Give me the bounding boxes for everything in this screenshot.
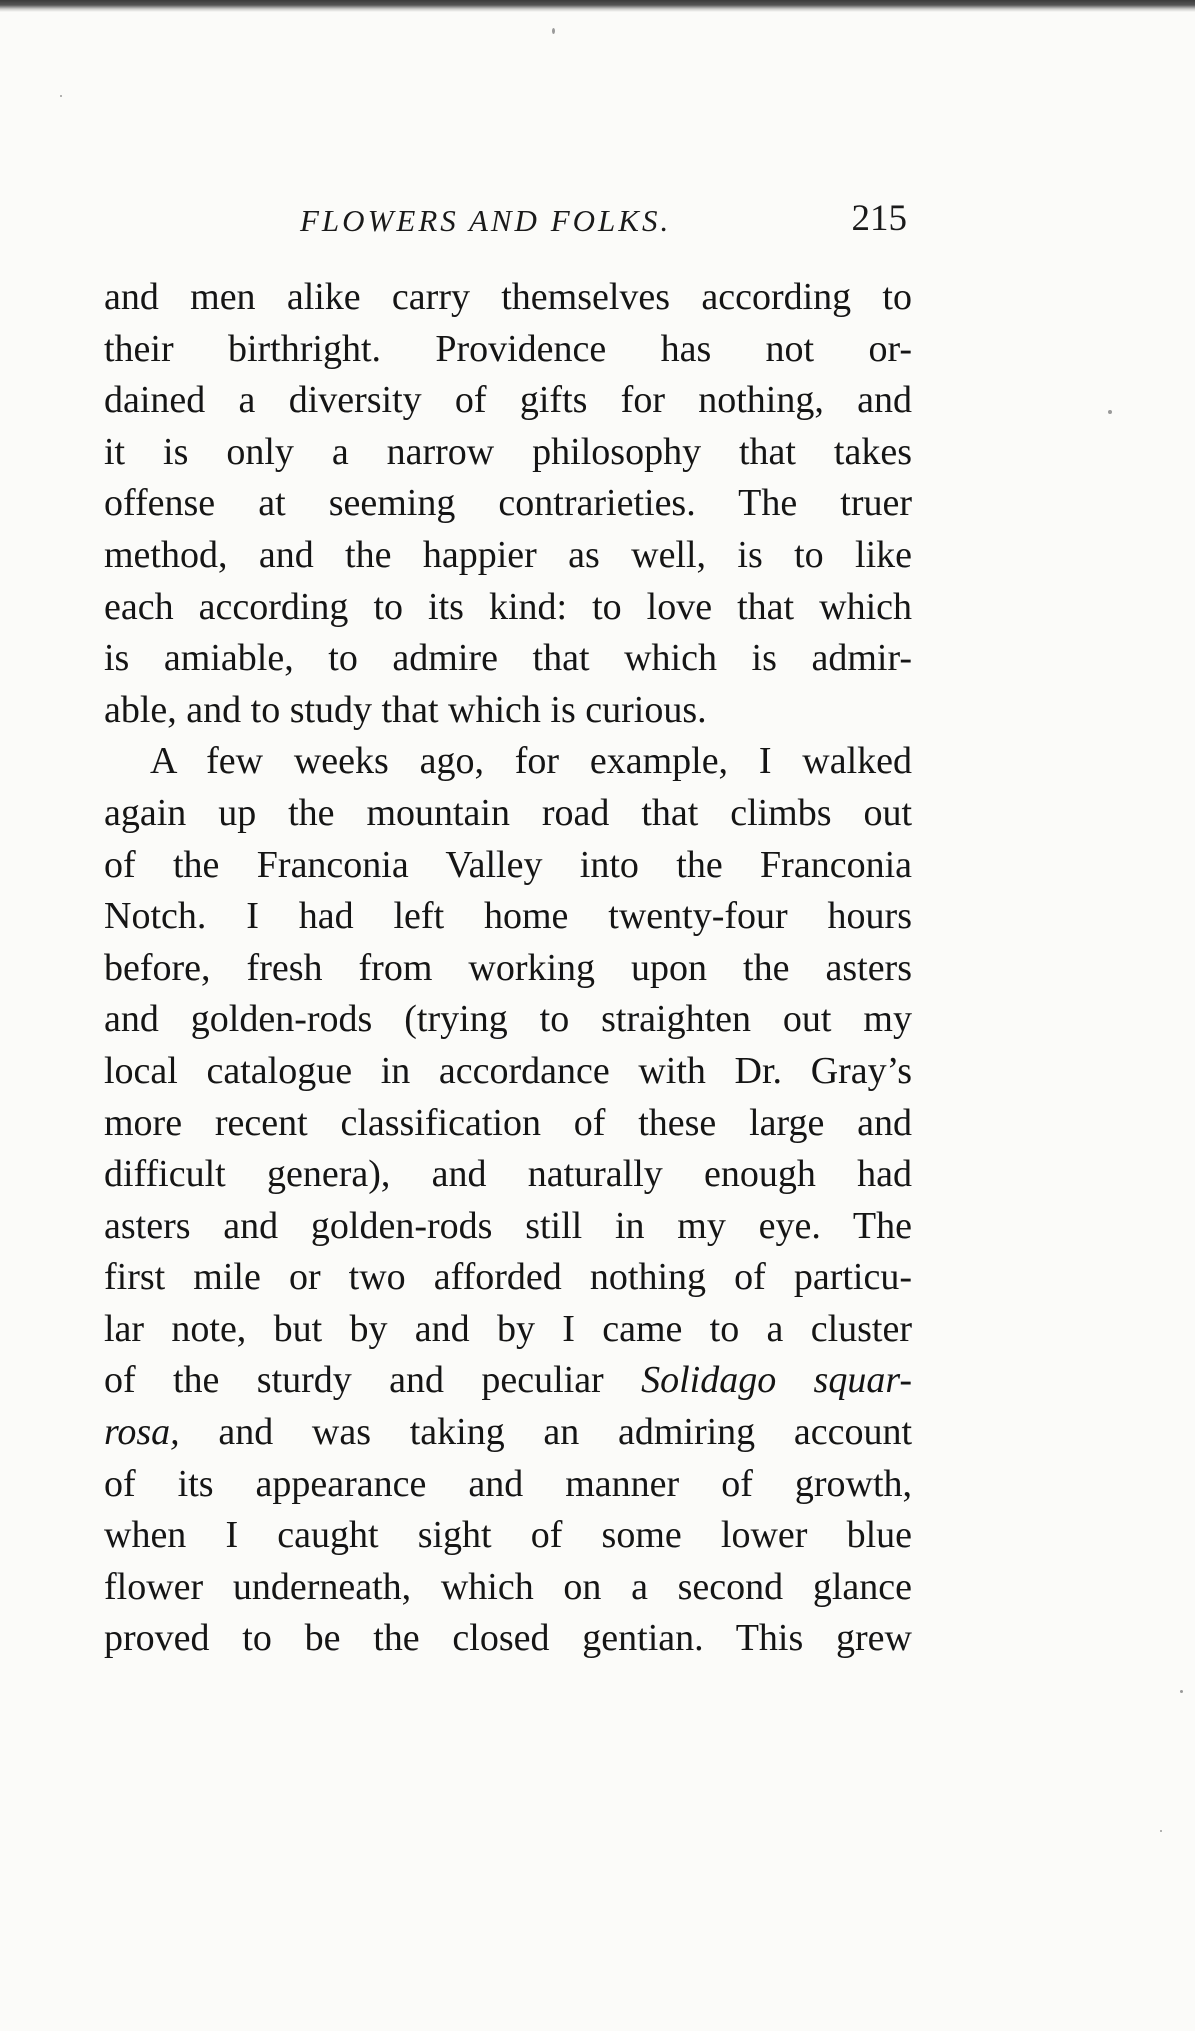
text-line-with-italic bbox=[104, 1407, 912, 1459]
text-line: dained a diversity of gifts for nothing, and bbox=[104, 379, 912, 422]
text-line: when I caught sight of some lower blue bbox=[104, 1514, 912, 1557]
print-speck bbox=[1180, 1690, 1183, 1693]
paragraph-2 bbox=[104, 736, 912, 1665]
text-line: local catalogue in accordance with Dr. Gray’s bbox=[104, 1049, 912, 1092]
text-line: able, and to study that which is curious. bbox=[104, 688, 707, 731]
text-line: difficult genera), and naturally enough had bbox=[104, 1153, 912, 1196]
text-line: and men alike carry themselves according to bbox=[104, 276, 912, 318]
text-line: before, fresh from working upon the asters bbox=[104, 946, 912, 989]
text-line: first mile or two afforded nothing of particu- bbox=[104, 1256, 912, 1299]
text-line: of its appearance and manner of growth, bbox=[104, 1462, 912, 1505]
text-line: A few weeks ago, for example, I walked bbox=[150, 740, 912, 783]
italic-species-name: Solidago squar- bbox=[641, 1359, 913, 1402]
italic-species-name: rosa, bbox=[104, 1411, 180, 1454]
text-line: is amiable, to admire that which is admir- bbox=[104, 637, 912, 680]
text-line: of the Franconia Valley into the Franconia bbox=[104, 843, 912, 886]
text-line: more recent classification of these large and bbox=[104, 1101, 912, 1144]
print-speck bbox=[1108, 410, 1112, 414]
text-fragment: and was taking an admiring account bbox=[218, 1411, 912, 1454]
running-head bbox=[100, 197, 912, 257]
text-line: lar note, but by and by I came to a cluster bbox=[104, 1307, 912, 1350]
text-line: it is only a narrow philosophy that takes bbox=[104, 430, 912, 473]
text-fragment: of the sturdy and peculiar bbox=[104, 1359, 604, 1402]
text-line: method, and the happier as well, is to like bbox=[104, 533, 912, 576]
text-line: their birthright. Providence has not or- bbox=[104, 327, 912, 370]
text-line: and golden-rods (trying to straighten out my bbox=[104, 998, 912, 1041]
text-line: Notch. I had left home twenty-four hours bbox=[104, 895, 912, 938]
page-top-edge bbox=[0, 0, 1195, 12]
running-title: FLOWERS AND FOLKS. bbox=[300, 203, 672, 238]
body-text bbox=[104, 272, 912, 1665]
text-line: flower underneath, which on a second glance bbox=[104, 1565, 912, 1608]
paragraph-1 bbox=[104, 272, 912, 736]
text-line: asters and golden-rods still in my eye. The bbox=[104, 1204, 912, 1247]
text-line: proved to be the closed gentian. This grew bbox=[104, 1617, 912, 1660]
page-number: 215 bbox=[851, 198, 907, 239]
text-line: again up the mountain road that climbs out bbox=[104, 791, 912, 834]
text-line: offense at seeming contrarieties. The truer bbox=[104, 482, 912, 525]
text-line: each according to its kind: to love that which bbox=[104, 585, 912, 628]
print-speck bbox=[552, 28, 555, 34]
text-line-with-italic bbox=[104, 1355, 912, 1407]
print-speck bbox=[60, 95, 62, 97]
print-speck bbox=[1160, 1830, 1162, 1832]
